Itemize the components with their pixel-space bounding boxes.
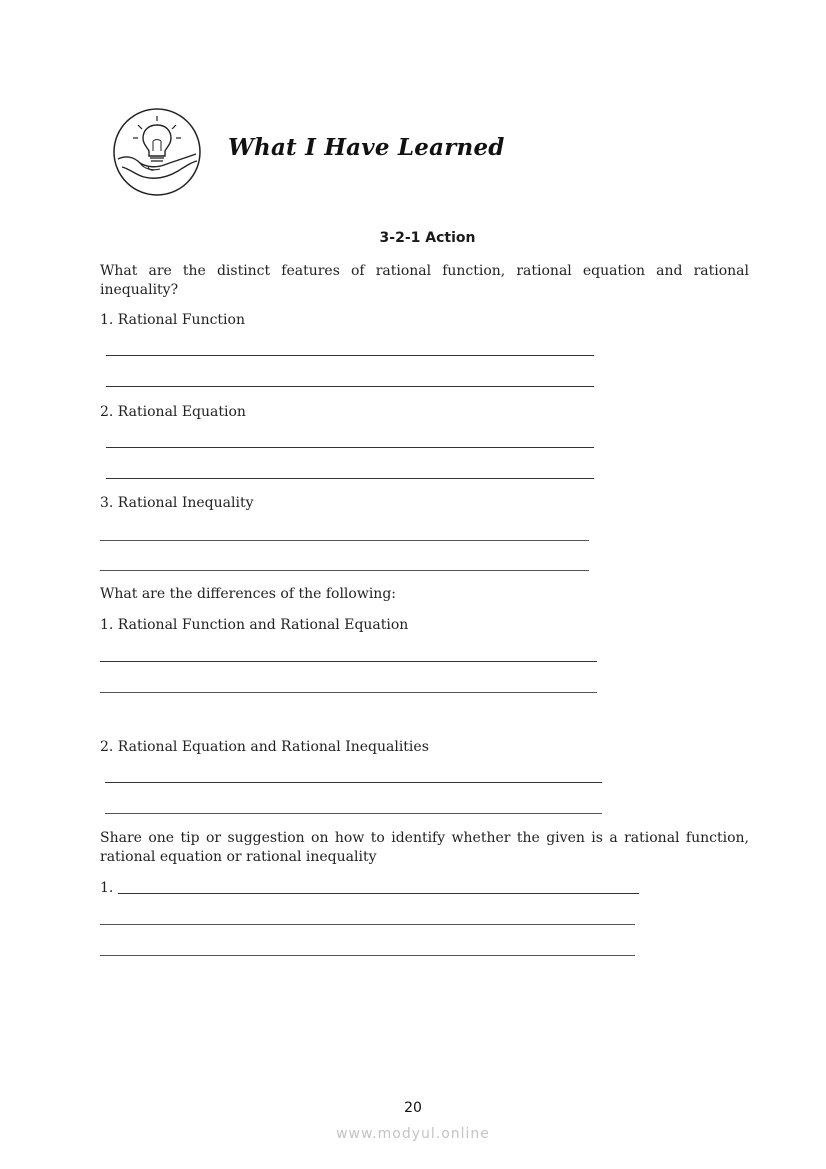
watermark: www.modyul.online — [336, 1126, 490, 1142]
question-tip: Share one tip or suggestion on how to identify whether the given is a rational function, rational equation or rational inequality — [100, 830, 749, 865]
section-title: What I Have Learned — [228, 134, 505, 161]
tip-number: 1. — [100, 880, 114, 896]
answer-line[interactable] — [100, 692, 597, 693]
answer-line[interactable] — [106, 447, 594, 448]
difference-label-function-equation: 1. Rational Function and Rational Equation — [100, 617, 409, 633]
page-number: 20 — [404, 1100, 422, 1116]
answer-line[interactable] — [100, 924, 635, 925]
difference-label-equation-inequalities: 2. Rational Equation and Rational Inequalities — [100, 739, 429, 755]
activity-title: 3-2-1 Action — [379, 230, 476, 246]
answer-line[interactable] — [100, 570, 589, 571]
answer-line[interactable] — [100, 661, 597, 662]
answer-line[interactable] — [106, 386, 594, 387]
feature-label-inequality: 3. Rational Inequality — [100, 495, 254, 511]
answer-line[interactable] — [100, 540, 589, 541]
answer-line[interactable] — [106, 478, 594, 479]
question-differences: What are the differences of the following: — [100, 586, 396, 602]
answer-line[interactable] — [105, 782, 602, 783]
answer-line[interactable] — [118, 893, 639, 894]
question-features: What are the distinct features of rational function, rational equation and rational inequality? — [100, 263, 749, 298]
answer-line[interactable] — [106, 355, 594, 356]
feature-label-function: 1. Rational Function — [100, 312, 245, 328]
answer-line[interactable] — [100, 955, 635, 956]
lightbulb-in-hand-icon — [112, 107, 202, 197]
answer-line[interactable] — [105, 813, 602, 814]
feature-label-equation: 2. Rational Equation — [100, 404, 246, 420]
